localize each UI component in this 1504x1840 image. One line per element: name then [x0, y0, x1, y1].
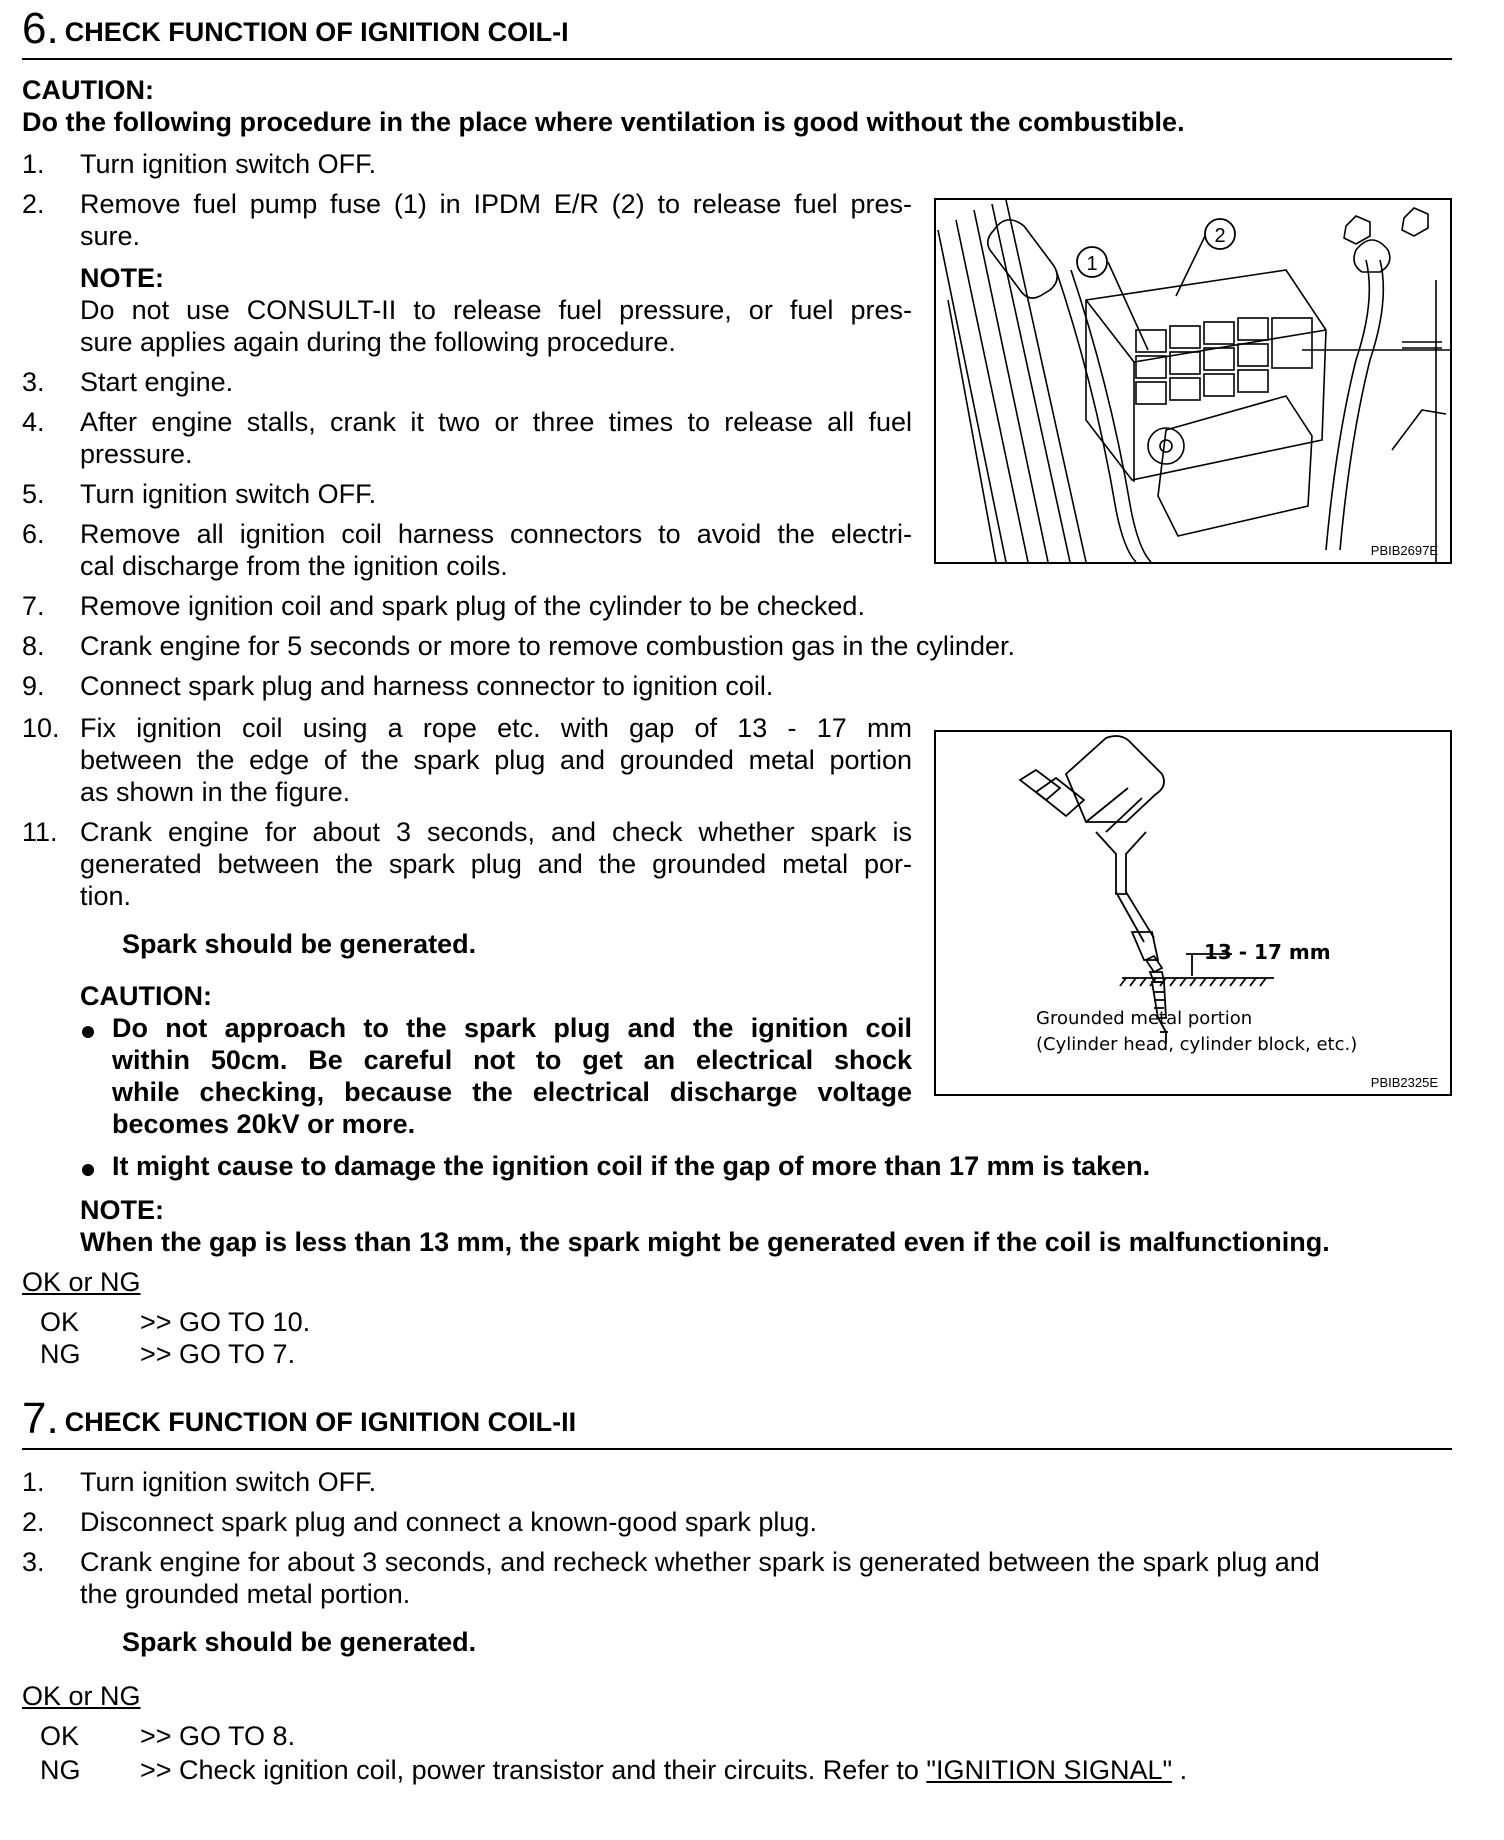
step-number: 6. [22, 519, 45, 549]
caution-bullet-text: It might cause to damage the ignition coil if the gap of more than 17 mm is taken. [112, 1151, 1151, 1181]
section-number: 7. [22, 1394, 59, 1443]
step-text: generated between the spark plug and the grounded metal por- [80, 849, 912, 879]
section-divider [22, 1448, 1452, 1450]
bullet-icon [82, 1026, 94, 1038]
caution-label: CAUTION: [22, 75, 154, 105]
caution-bullet-text: while checking, because the electrical discharge voltage [112, 1077, 912, 1107]
note-text: Do not use CONSULT-II to release fuel pressure, or fuel pres- [80, 295, 912, 325]
callout-1-label: 1 [1086, 253, 1098, 275]
section-6-header [22, 4, 569, 54]
gap-dimension-label: 13 - 17 mm [1204, 940, 1331, 964]
step-text: as shown in the figure. [80, 777, 351, 807]
step-number: 1. [22, 149, 45, 179]
step-text: Turn ignition switch OFF. [80, 1467, 377, 1497]
ground-label: Grounded metal portion [1036, 1008, 1253, 1029]
spec-text: Spark should be generated. [122, 1627, 477, 1657]
step-text: between the edge of the spark plug and grounded metal portion [80, 745, 912, 775]
ng-action-text: >> Check ignition coil, power transistor and their circuits. Refer to [140, 1755, 927, 1785]
step-text: Disconnect spark plug and connect a known-good spark plug. [80, 1507, 817, 1537]
note-label: NOTE: [80, 1195, 164, 1225]
step-number: 2. [22, 1507, 45, 1537]
ipdm-illustration [936, 200, 1450, 562]
caution-label: CAUTION: [80, 981, 212, 1011]
step-number: 7. [22, 591, 45, 621]
ok-action: >> GO TO 10. [140, 1307, 311, 1337]
caution-bullet-text: within 50cm. Be careful not to get an electrical shock [112, 1045, 912, 1075]
ok-or-ng-label: OK or NG [22, 1681, 141, 1711]
step-number: 8. [22, 631, 45, 661]
caution-bullet-text: becomes 20kV or more. [112, 1109, 416, 1139]
step-text: Turn ignition switch OFF. [80, 479, 377, 509]
step-number: 2. [22, 189, 45, 219]
step-number: 11. [22, 817, 58, 847]
step-text: Turn ignition switch OFF. [80, 149, 377, 179]
section-number: 6. [22, 4, 59, 53]
step-text: Remove all ignition coil harness connectors to avoid the electri- [80, 519, 912, 549]
step-text: the grounded metal portion. [80, 1579, 411, 1609]
step-text: Fix ignition coil using a rope etc. with gap of 13 - 17 mm [80, 713, 912, 743]
step-number: 10. [22, 713, 60, 743]
step-number: 1. [22, 1467, 45, 1497]
ok-key: OK [40, 1307, 80, 1337]
ng-action [140, 1754, 1187, 1786]
ng-action: >> GO TO 7. [140, 1339, 296, 1369]
note-text: When the gap is less than 13 mm, the spark might be generated even if the coil is malfunctioning. [80, 1227, 1330, 1257]
ignition-signal-link[interactable]: "IGNITION SIGNAL" [926, 1755, 1173, 1785]
caution-text: Do the following procedure in the place where ventilation is good without the combustible. [22, 107, 1185, 137]
caution-bullet-text: Do not approach to the spark plug and the ignition coil [112, 1013, 912, 1043]
ok-action: >> GO TO 8. [140, 1721, 296, 1751]
ok-key: OK [40, 1721, 80, 1751]
figure-code: PBIB2325E [1370, 1075, 1438, 1090]
section-title: CHECK FUNCTION OF IGNITION COIL-II [64, 1407, 577, 1437]
section-title: CHECK FUNCTION OF IGNITION COIL-I [64, 17, 569, 47]
ground-detail: (Cylinder head, cylinder block, etc.) [1036, 1034, 1358, 1055]
step-text: After engine stalls, crank it two or three times to release all fuel [80, 407, 912, 437]
step-text: Connect spark plug and harness connector to ignition coil. [80, 671, 774, 701]
ok-or-ng-label: OK or NG [22, 1267, 141, 1297]
step-number: 9. [22, 671, 45, 701]
section-divider [22, 58, 1452, 60]
step-text: Crank engine for about 3 seconds, and recheck whether spark is generated between the spark plug and [80, 1547, 1320, 1577]
step-number: 5. [22, 479, 45, 509]
note-text: sure applies again during the following procedure. [80, 327, 676, 357]
ng-key: NG [40, 1339, 81, 1369]
step-text: sure. [80, 221, 141, 251]
note-label: NOTE: [80, 263, 164, 293]
step-text: Crank engine for about 3 seconds, and check whether spark is [80, 817, 912, 847]
figure-code: PBIB2697E [1370, 543, 1438, 558]
callout-2-marker [1205, 219, 1235, 249]
step-text: Remove ignition coil and spark plug of the cylinder to be checked. [80, 591, 865, 621]
ignition-coil-gap-figure [934, 730, 1452, 1096]
step-number: 3. [22, 367, 45, 397]
callout-1-marker [1077, 247, 1107, 277]
step-text: pressure. [80, 439, 193, 469]
step-number: 3. [22, 1547, 45, 1577]
bullet-icon [82, 1164, 94, 1176]
step-text: tion. [80, 881, 132, 911]
step-text: Crank engine for 5 seconds or more to remove combustion gas in the cylinder. [80, 631, 1015, 661]
callout-2-label: 2 [1214, 225, 1226, 247]
section-7-header [22, 1394, 576, 1444]
step-text: cal discharge from the ignition coils. [80, 551, 508, 581]
ipdm-fuse-figure [934, 198, 1452, 564]
step-text: Start engine. [80, 367, 234, 397]
spec-text: Spark should be generated. [122, 929, 477, 959]
ng-key: NG [40, 1755, 81, 1785]
step-text: Remove fuel pump fuse (1) in IPDM E/R (2) to release fuel pres- [80, 189, 912, 219]
step-number: 4. [22, 407, 45, 437]
ng-action-suffix: . [1172, 1755, 1188, 1785]
